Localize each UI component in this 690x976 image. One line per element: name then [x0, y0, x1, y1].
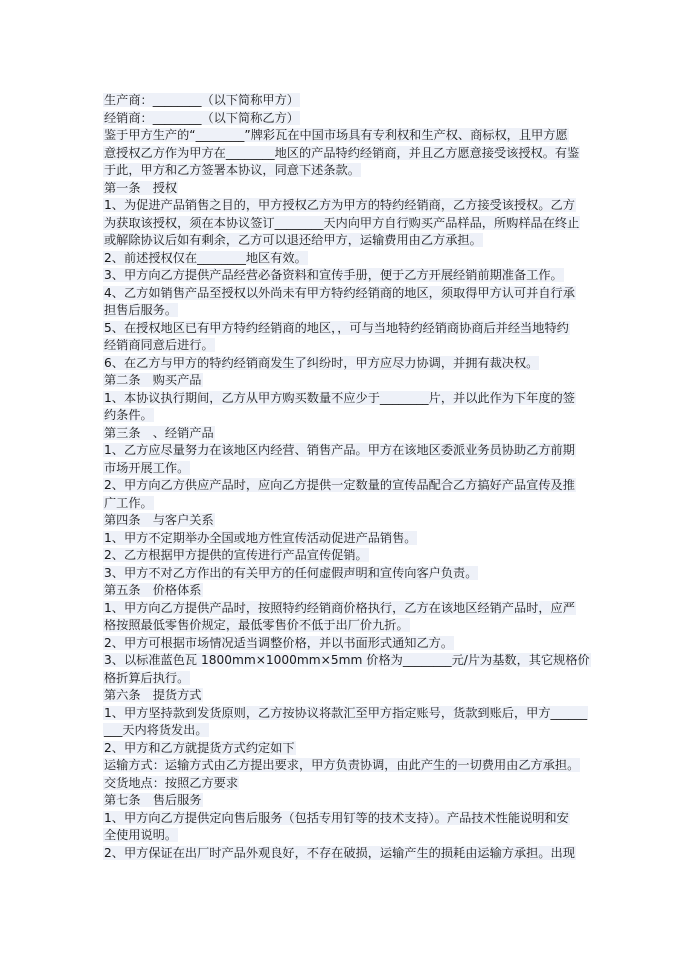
doc-line: 1、本协议执行期间，乙方从甲方购买数量不应少于________片，并以此作为下年度的签 [104, 390, 575, 405]
doc-line: 为获取该授权，须在本协议签订________天内向甲方自行购买产品样品，所购样品在终止 [104, 215, 580, 230]
section-heading-article-6: 第六条 提货方式 [104, 688, 202, 702]
doc-line: 或解除协议后如有剩余，乙方可以退还给甲方，运输费用由乙方承担。 [104, 233, 482, 247]
doc-line: 2、乙方根据甲方提供的宣传进行产品宣传促销。 [104, 548, 368, 562]
section-heading-article-1: 第一条 授权 [104, 180, 178, 195]
doc-line: 4、乙方如销售产品至授权以外尚未有甲方特约经销商的地区，须取得甲方认可并自行承 [104, 285, 575, 300]
doc-line: 1、甲方向乙方提供定向售后服务（包括专用钉等的技术支持）。产品技术性能说明和安 [104, 810, 569, 825]
doc-line: 格折算后执行。 [104, 670, 190, 685]
section-heading-article-2: 第二条 购买产品 [104, 373, 202, 387]
doc-line: 2、甲方和乙方就提货方式约定如下 [104, 740, 295, 755]
doc-line: 1、甲方坚持款到发货原则，乙方按协议将款汇至甲方指定账号，货款到账后，甲方______ [104, 705, 588, 720]
doc-line: 2、甲方保证在出厂时产品外观良好，不存在破损，运输产生的损耗由运输方承担。出现 [104, 845, 575, 860]
section-heading-article-7: 第七条 售后服务 [104, 793, 202, 807]
doc-line: 2、前述授权仅在________地区有效。 [104, 250, 307, 265]
doc-line-manufacturer: 生产商：________（以下简称甲方） [104, 93, 299, 107]
doc-line: 2、甲方可根据市场情况适当调整价格，并以书面形式通知乙方。 [104, 635, 454, 650]
doc-line: 2、甲方向乙方供应产品时，应向乙方提供一定数量的宣传品配合乙方搞好产品宣传及推 [104, 478, 575, 492]
doc-line: 担售后服务。 [104, 303, 178, 317]
doc-line: 6、在乙方与甲方的特约经销商发生了纠纷时，甲方应尽力协调，并拥有裁决权。 [104, 355, 539, 370]
doc-line-preamble-1: 鉴于甲方生产的“________”牌彩瓦在中国市场具有专利权和生产权、商标权，且甲方愿 [104, 128, 568, 142]
section-heading-article-3: 第三条 、经销产品 [104, 425, 214, 440]
doc-line: 5、在授权地区已有甲方特约经销商的地区，，可与当地特约经销商协商后并经当地特约 [104, 320, 569, 335]
doc-line: 经销商同意后进行。 [104, 338, 214, 352]
doc-line: 广工作。 [104, 495, 153, 510]
doc-line: 1、甲方向乙方提供产品时，按照特约经销商价格执行，乙方在该地区经销产品时，应严 [104, 600, 575, 615]
doc-line: 1、为促进产品销售之目的，甲方授权乙方为甲方的特约经销商，乙方接受该授权。乙方 [104, 198, 575, 212]
doc-line: 3、甲方向乙方提供产品经营必备资料和宣传手册，便于乙方开展经销前期准备工作。 [104, 268, 563, 282]
doc-line: 运输方式：运输方式由乙方提出要求，甲方负责协调，由此产生的一切费用由乙方承担。 [104, 758, 580, 772]
doc-line-preamble-2: 意授权乙方作为甲方在________地区的产品特约经销商，并且乙方愿意接受该授权。有鉴 [104, 145, 580, 160]
contract-document [103, 92, 593, 862]
doc-line: 3、甲方不对乙方作出的有关甲方的任何虚假声明和宣传向客户负责。 [104, 565, 478, 580]
doc-line: 格按照最低零售价规定，最低零售价不低于出厂价九折。 [104, 618, 409, 632]
doc-line: 3、以标准蓝色瓦 1800mm×1000mm×5mm 价格为________元/片为基数，其它规格价 [104, 653, 590, 667]
doc-line: ___天内将货发出。 [104, 723, 208, 737]
doc-line: 约条件。 [104, 408, 153, 422]
doc-line: 全使用说明。 [104, 828, 178, 842]
doc-line: 1、甲方不定期举办全国或地方性宣传活动促进产品销售。 [104, 530, 417, 545]
doc-line-preamble-3: 于此，甲方和乙方签署本协议，同意下述条款。 [104, 163, 360, 177]
doc-line: 交货地点：按照乙方要求 [104, 775, 239, 790]
doc-line-distributor: 经销商：________（以下简称乙方） [104, 110, 299, 125]
section-heading-article-4: 第四条 与客户关系 [104, 513, 214, 527]
doc-line: 1、乙方应尽量努力在该地区内经营、销售产品。甲方在该地区委派业务员协助乙方前期 [104, 443, 575, 457]
doc-line: 市场开展工作。 [104, 460, 190, 475]
section-heading-article-5: 第五条 价格体系 [104, 583, 202, 597]
